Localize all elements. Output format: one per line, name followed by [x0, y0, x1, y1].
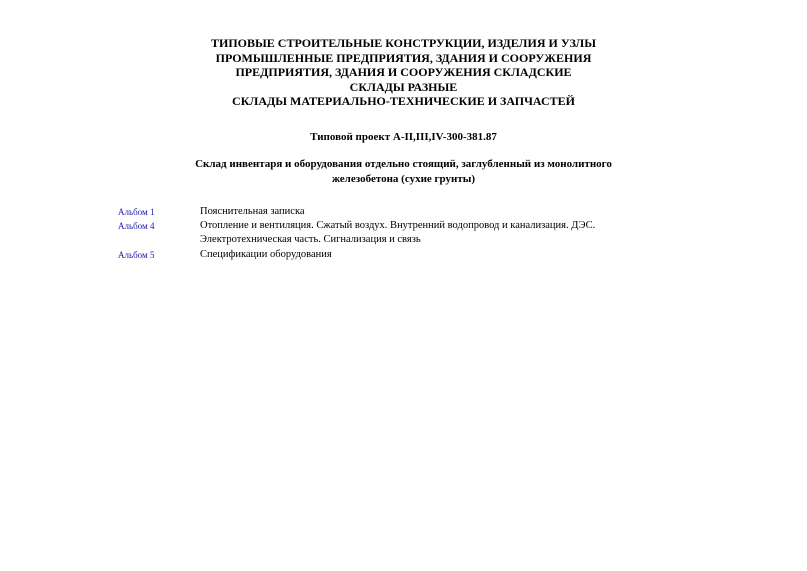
project-title: [0, 157, 807, 186]
album-description-line: Спецификации оборудования: [200, 248, 332, 260]
album-description-line: Пояснительная записка: [200, 206, 305, 217]
album-row: [0, 219, 807, 248]
heading-line: СКЛАДЫ РАЗНЫЕ: [349, 79, 458, 94]
album-description: [200, 205, 670, 219]
album-row: [0, 205, 807, 219]
album-link-5[interactable]: Альбом 5: [118, 249, 155, 260]
heading-line: ПРЕДПРИЯТИЯ, ЗДАНИЯ И СООРУЖЕНИЯ СКЛАДСКИЕ: [235, 65, 572, 80]
album-description: [200, 248, 670, 262]
heading-line: СКЛАДЫ МАТЕРИАЛЬНО-ТЕХНИЧЕСКИЕ И ЗАПЧАСТЕЙ: [232, 94, 575, 109]
album-link-4[interactable]: Альбом 4: [118, 221, 155, 231]
album-description: [200, 219, 670, 248]
album-link-1[interactable]: Альбом 1: [118, 207, 155, 217]
heading-line: ТИПОВЫЕ СТРОИТЕЛЬНЫЕ КОНСТРУКЦИИ, ИЗДЕЛИЯ И УЗЛЫ: [210, 36, 596, 50]
album-row: [0, 248, 807, 262]
project-title-line: Склад инвентаря и оборудования отдельно стоящий, заглубленный из монолитного: [195, 158, 612, 170]
album-list: [0, 205, 807, 262]
album-description-line: Электротехническая часть. Сигнализация и связь: [200, 234, 421, 246]
album-description-line: Отопление и вентиляция. Сжатый воздух. Внутренний водопровод и канализация. ДЭС.: [200, 220, 596, 231]
heading-line: ПРОМЫШЛЕННЫЕ ПРЕДПРИЯТИЯ, ЗДАНИЯ И СООРУЖЕНИЯ: [215, 50, 592, 65]
project-title-line: железобетона (сухие грунты): [331, 172, 476, 185]
project-code: Типовой проект А-II,III,IV-300-381.87: [310, 131, 497, 143]
classification-heading: [0, 36, 807, 109]
